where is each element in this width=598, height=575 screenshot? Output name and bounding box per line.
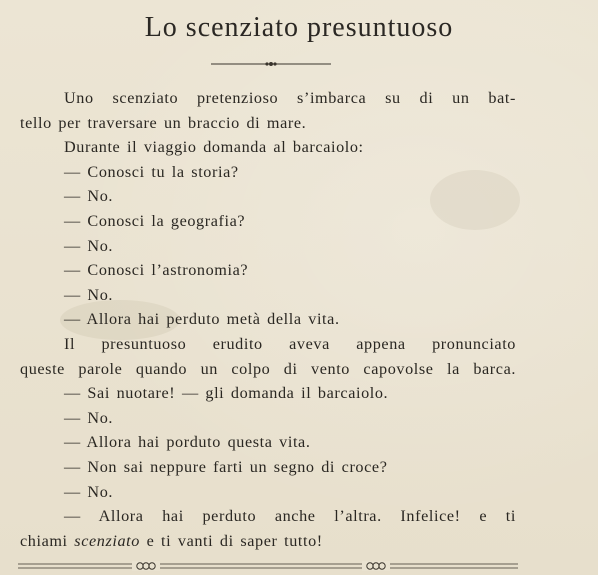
text-line: Durante il viaggio domanda al barcaiolo:	[64, 138, 364, 157]
story-title: Lo scenziato presuntuoso	[144, 12, 454, 43]
story-body	[20, 86, 516, 553]
text-line: Uno scenziato pretenzioso s’imbarca su di un bat-	[64, 89, 516, 107]
text-line-last	[20, 529, 516, 554]
dialogue-line: — No.	[64, 187, 114, 206]
dialogue-line: — No.	[64, 408, 114, 427]
dialogue-line: — Allora hai perduto anche l’altra. Infelice! e ti	[64, 507, 516, 526]
dialogue-line: — No.	[64, 285, 114, 304]
dialogue-line: — Allora hai perduto metà della vita.	[64, 310, 340, 329]
dialogue-line: — No.	[64, 482, 114, 501]
dialogue-line: — No.	[64, 236, 114, 255]
dialogue-line: — Conosci la geografia?	[64, 211, 246, 230]
dialogue-line: — Allora hai porduto questa vita.	[64, 433, 311, 452]
last-line-before: chiami	[20, 531, 75, 550]
title-ornament-rule	[211, 60, 331, 68]
dialogue-line: — Conosci l’astronomia?	[64, 261, 249, 280]
dialogue-line: — Non sai neppure farti un segno di croce?	[64, 457, 388, 476]
footer-ornament-rule	[18, 560, 518, 572]
italic-word: scenziato	[74, 531, 140, 550]
last-line-after: e ti vanti di saper tutto!	[139, 531, 323, 550]
dialogue-line: — Conosci tu la storia?	[64, 162, 239, 181]
text-line: queste parole quando un colpo di vento capovolse la barca.	[20, 359, 516, 378]
text-line: Il presuntuoso erudito aveva appena pronunciato	[64, 334, 516, 353]
dialogue-line: — Sai nuotare! — gli domanda il barcaiolo.	[64, 384, 389, 403]
text-line: tello per traversare un braccio di mare.	[20, 113, 307, 132]
